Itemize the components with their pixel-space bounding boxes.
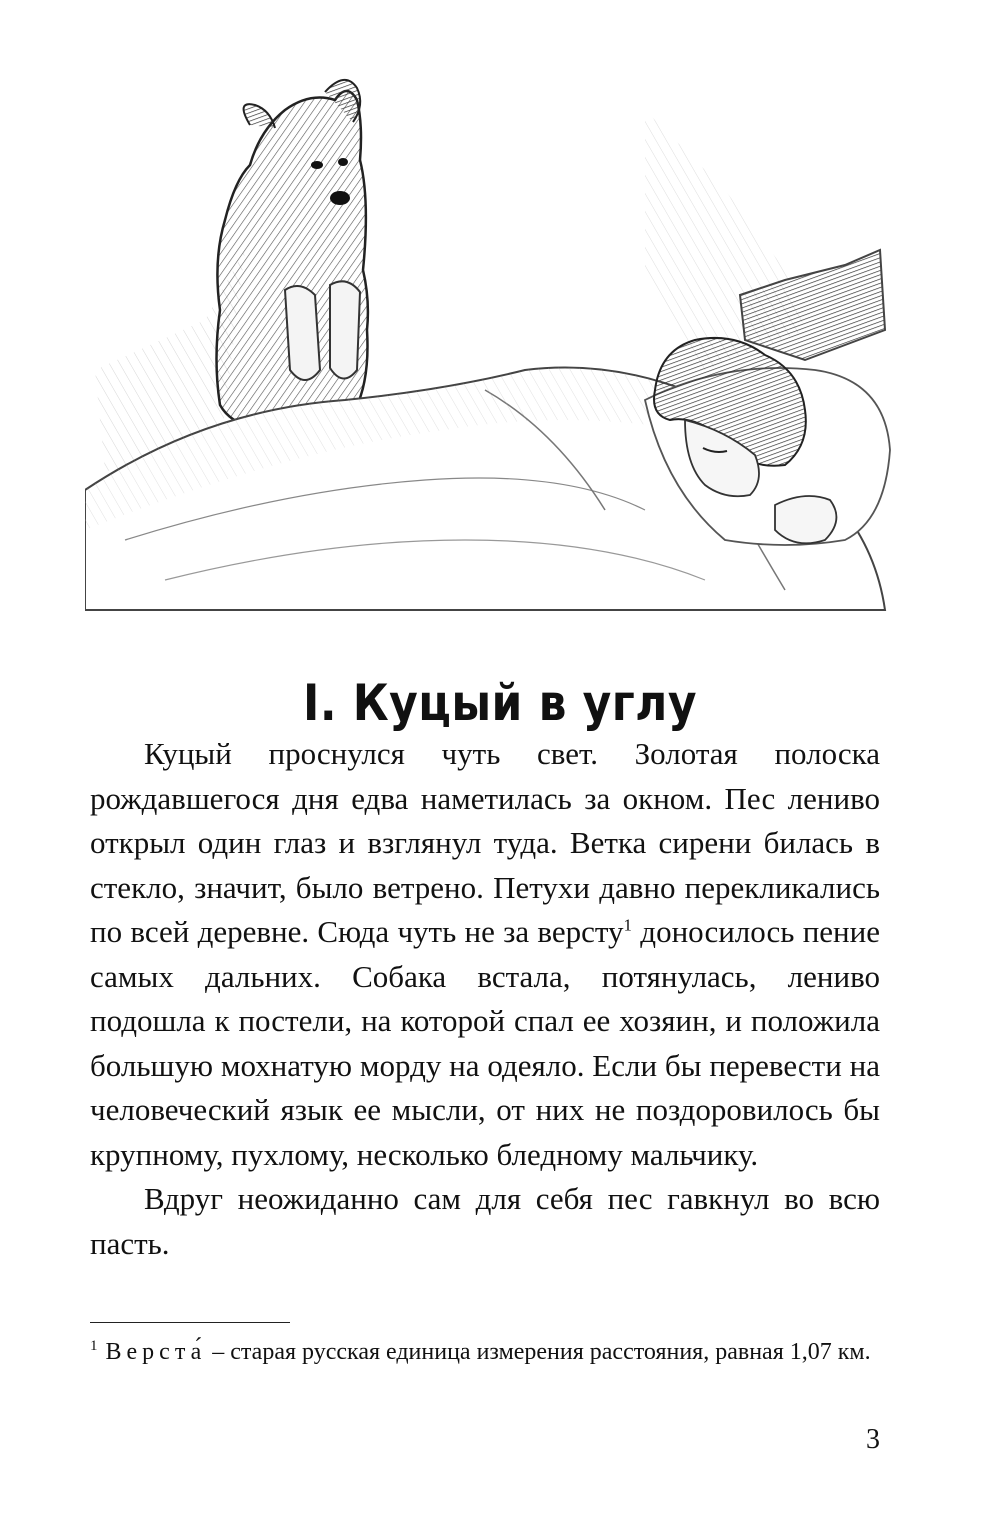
- paragraph: Вдруг неожиданно сам для себя пес гавкнул во всю пасть.: [90, 1181, 880, 1261]
- chapter-text: [90, 732, 880, 1266]
- footnote-divider: [90, 1322, 290, 1323]
- footnote: [90, 1330, 880, 1368]
- footnote-mark: 1: [90, 1338, 98, 1354]
- dog-and-boy-sketch: [85, 70, 895, 615]
- paragraph-text: доносилось пение самых дальних. Собака встала, потянулась, лениво подошла к постели, на которой спал ее хозяин, и положила большую мохнатую морду на одеяло. Если бы перевести на человеческий язык ее мысли, от них не поздоровилось бы крупному, пухлому, несколько бледному мальчику.: [90, 914, 880, 1172]
- paragraph: [90, 732, 880, 1177]
- footnote-term: Верста́: [105, 1339, 207, 1365]
- chapter-title: I. Куцый в углу: [303, 673, 697, 732]
- paragraph-text: Куцый проснулся чуть свет. Золотая полоска рождавшегося дня едва наметилась за окном. Пес лениво открыл один глаз и взглянул туда. Ветка сирени билась в стекло, значит, было ветрено. Петухи давно перекликались по всей деревне. Сюда чуть не за версту: [90, 736, 880, 949]
- footnote-reference[interactable]: 1: [623, 915, 633, 935]
- chapter-illustration: [85, 70, 895, 615]
- page-number: 3: [866, 1424, 880, 1455]
- footnote-definition: – старая русская единица измерения расстояния, равная 1,07 км.: [206, 1339, 871, 1365]
